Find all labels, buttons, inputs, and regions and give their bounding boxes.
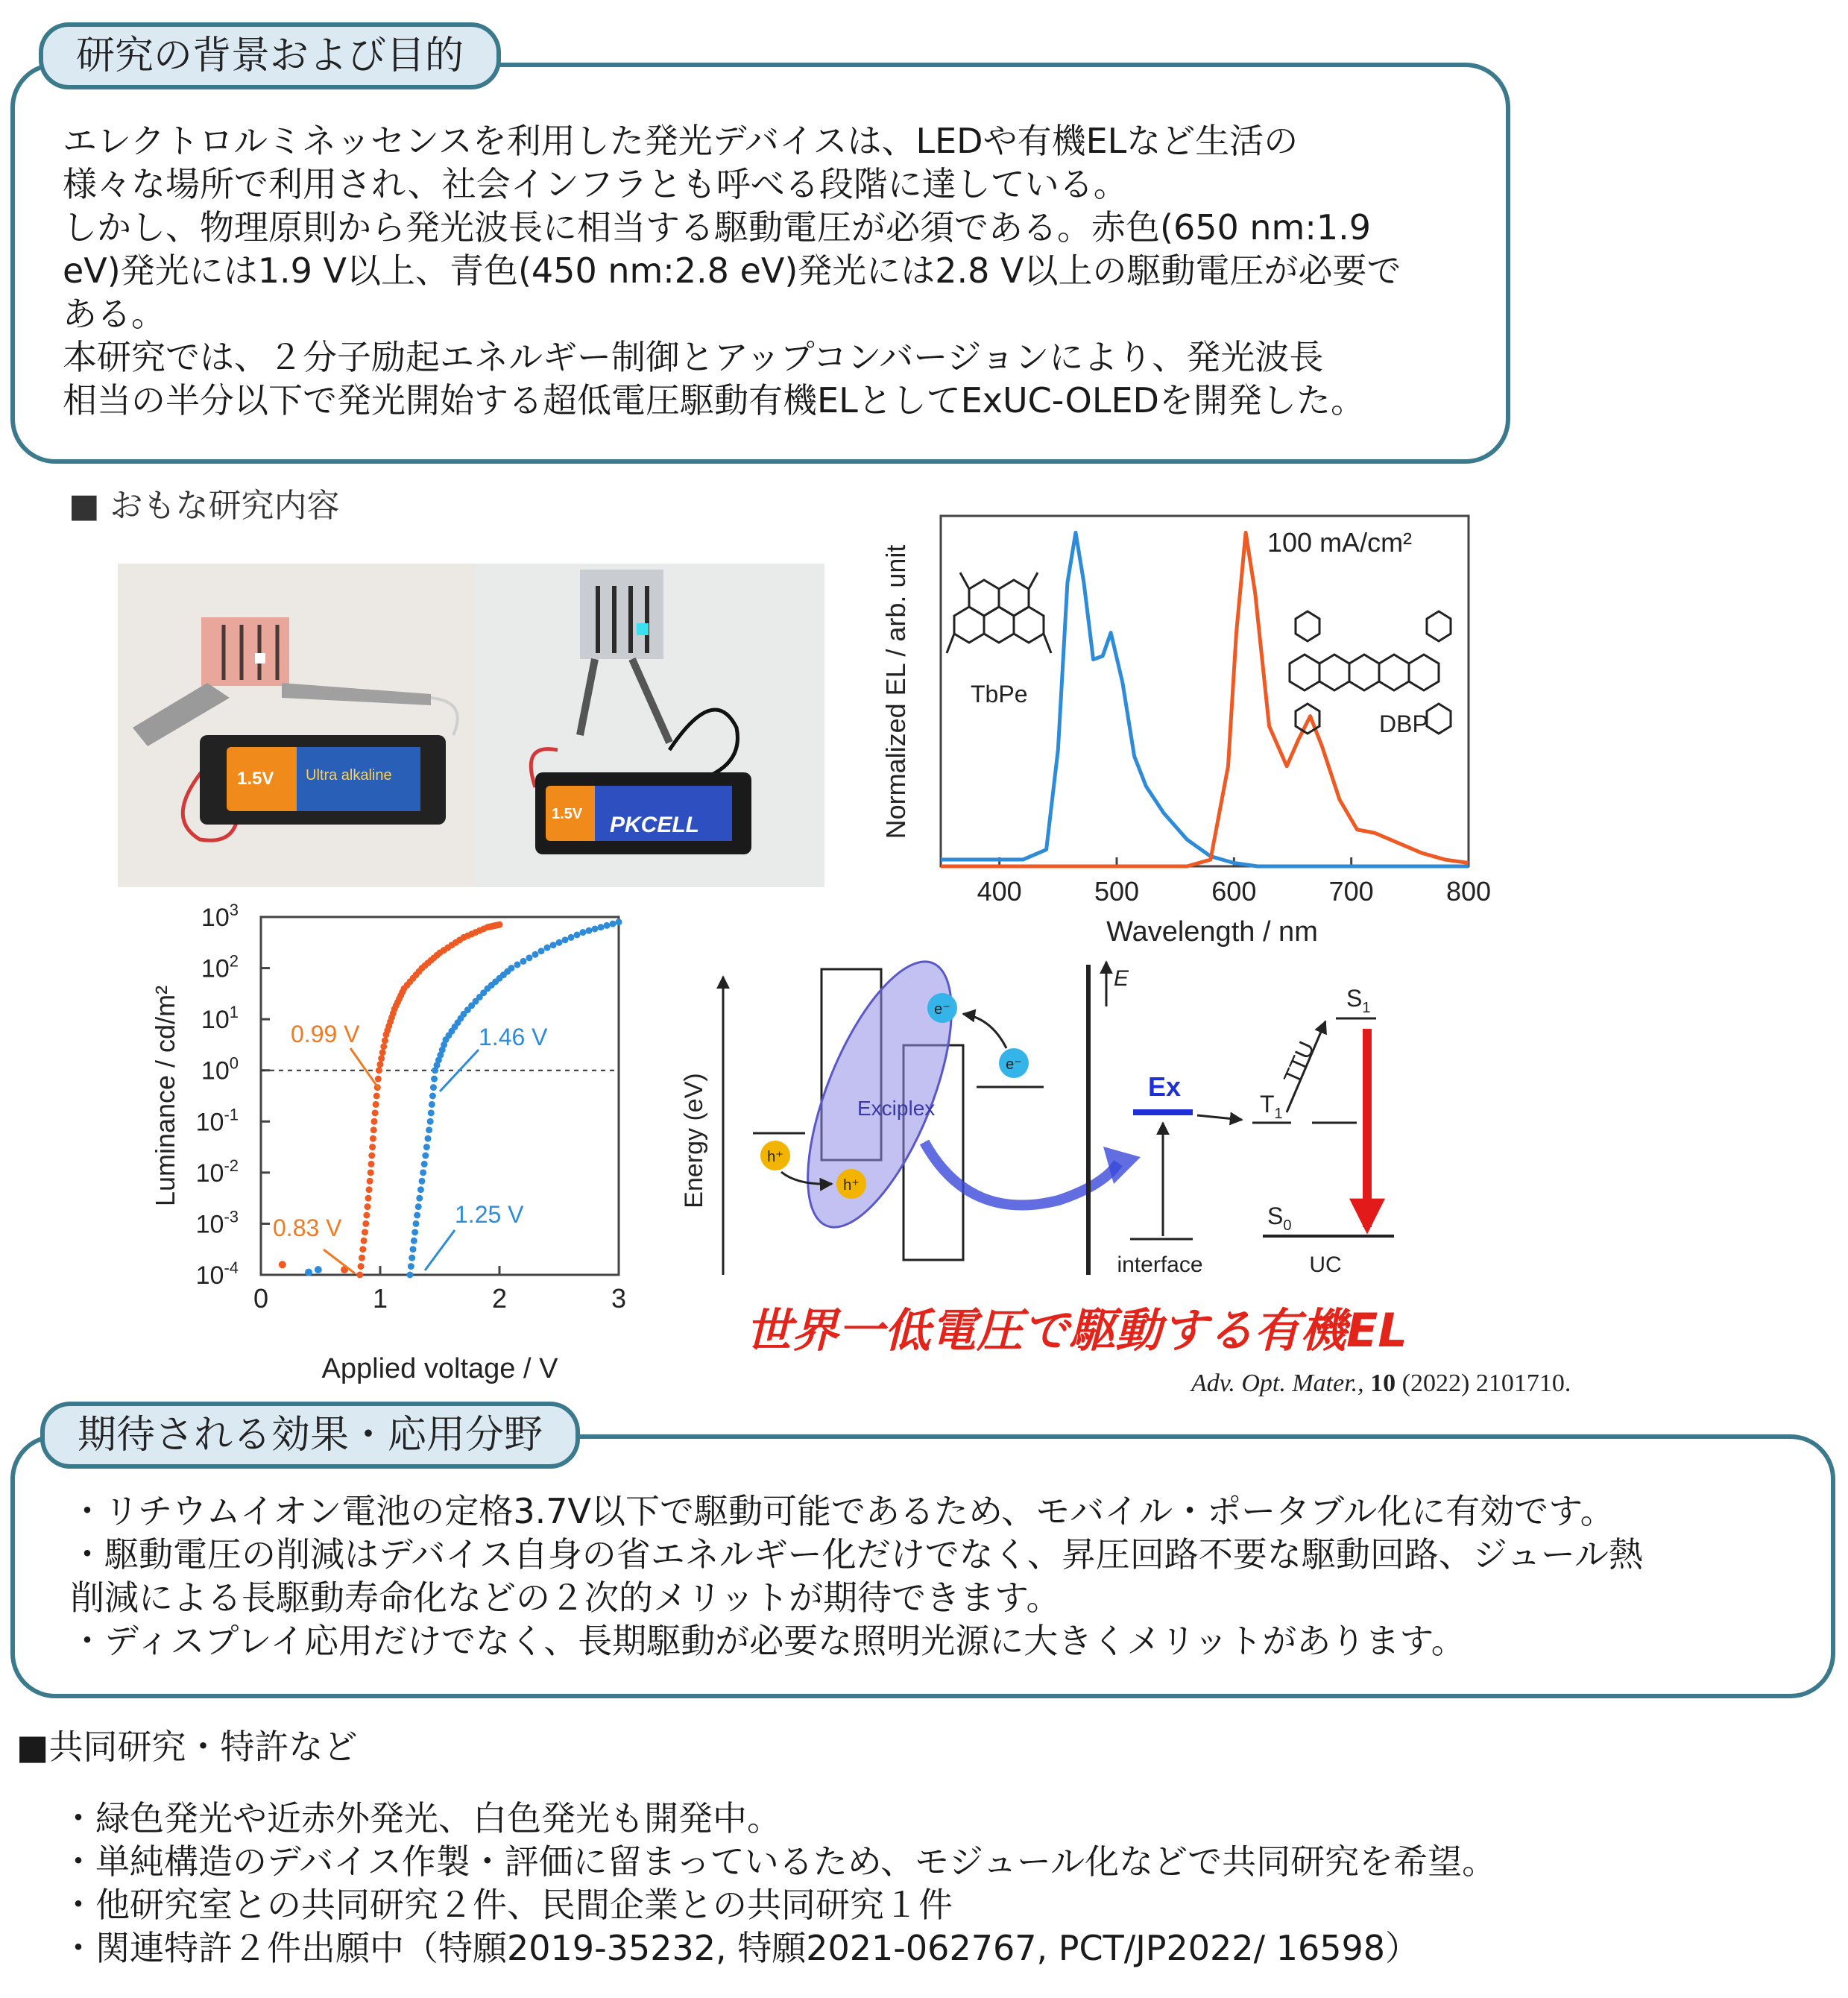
background-line: ある。	[63, 294, 165, 334]
ex-label: Ex	[1148, 1071, 1182, 1102]
research-heading: ■ おもな研究内容	[69, 487, 340, 525]
lum-point	[431, 1076, 438, 1082]
e-axis-label: E	[1114, 966, 1129, 991]
lum-point	[604, 922, 611, 929]
lum-annotation-099: 0.99 V	[291, 1021, 360, 1047]
effects-line: ・ディスプレイ応用だけでなく、長期駆動が必要な照明光源に大きくメリットがあります。	[70, 1621, 1466, 1661]
collab-line: ・関連特許２件出願中（特願2019-35232, 特願2021-062767, PCT/JP2022/ 16598）	[61, 1928, 1420, 1968]
lum-point	[409, 1255, 415, 1261]
effects-line: ・駆動電圧の削減はデバイス自身の省エネルギー化だけでなく、昇圧回路不要な駆動回路、ジュール熱	[70, 1534, 1644, 1575]
lum-point	[377, 1061, 384, 1068]
luminance-chart	[142, 902, 649, 1394]
lum-ylabel: Luminance / cd/m²	[150, 985, 180, 1207]
lum-point	[361, 1238, 368, 1244]
s0-label: $S_0$	[1267, 1203, 1292, 1234]
lum-point	[359, 1246, 366, 1252]
lum-annotation-125: 1.25 V	[455, 1201, 524, 1228]
lum-point	[364, 1203, 370, 1210]
lum-point	[305, 1269, 312, 1276]
lum-point	[415, 1203, 422, 1210]
lum-point	[371, 1118, 378, 1125]
lum-point	[420, 1169, 426, 1176]
lum-point	[410, 1246, 417, 1252]
lum-point	[367, 1178, 373, 1185]
lum-x-tick-label: 2	[491, 1283, 508, 1314]
lum-y-tick-label: $10^{-1}$	[195, 1105, 239, 1137]
lum-point	[379, 1049, 386, 1056]
lum-point	[370, 1126, 377, 1133]
lum-point	[363, 1212, 370, 1219]
lum-y-tick-label: $10^{-4}$	[195, 1258, 239, 1290]
lum-point	[375, 1076, 382, 1082]
electron-label: e⁻	[934, 1001, 950, 1018]
energy-diagram	[656, 947, 1431, 1305]
lum-point	[413, 1220, 420, 1227]
lum-point	[550, 942, 557, 948]
lum-point	[407, 1272, 414, 1279]
lum-y-tick-label: $10^{-3}$	[195, 1207, 239, 1239]
energy-axis-label: Energy (eV)	[680, 1073, 708, 1208]
battery-brand-left: Ultra alkaline	[306, 767, 392, 784]
lum-point	[610, 921, 616, 927]
lum-point	[380, 1043, 387, 1050]
el-x-tick-label: 400	[977, 876, 1022, 907]
citation-rest: (2022) 2101710.	[1401, 1370, 1571, 1397]
lum-point	[425, 1135, 432, 1142]
lum-point	[419, 1178, 426, 1185]
lum-point	[373, 1101, 379, 1108]
lum-y-tick-label: $10^{-2}$	[195, 1156, 239, 1188]
lum-point	[598, 924, 605, 930]
lum-point	[408, 1263, 414, 1270]
lum-point	[417, 1186, 424, 1193]
lum-point	[616, 918, 622, 925]
background-line: エレクトロルミネッセンスを利用した発光デバイスは、LEDや有機ELなど生活の	[63, 121, 1299, 161]
collab-line: ・他研究室との共同研究２件、民間企業との共同研究１件	[61, 1885, 953, 1925]
lum-point	[372, 1109, 379, 1116]
tagline: 世界一低電圧で駆動する有機EL	[745, 1303, 1407, 1358]
lum-point	[592, 926, 599, 933]
lum-point	[574, 932, 581, 939]
lum-point	[430, 1084, 437, 1091]
background-line: eV)発光には1.9 V以上、青色(450 nm:2.8 eV)発光には2.8 V以上の駆動電圧が必要で	[63, 250, 1401, 291]
lum-point	[362, 1229, 368, 1235]
lum-point	[538, 948, 545, 954]
lum-x-tick-label: 0	[253, 1283, 269, 1314]
lum-point	[514, 962, 521, 968]
lum-point	[423, 1144, 430, 1150]
lum-point	[382, 1037, 388, 1044]
interface-label: interface	[1117, 1252, 1203, 1277]
lum-point	[366, 1186, 373, 1193]
lum-point	[378, 1055, 385, 1062]
lum-point	[421, 1161, 428, 1167]
lum-point	[359, 1255, 365, 1261]
lum-annotation-146: 1.46 V	[479, 1024, 548, 1050]
effects-title: 期待される効果・応用分野	[40, 1402, 580, 1469]
collab-line: ・緑色発光や近赤外発光、白色発光も開発中。	[61, 1798, 781, 1838]
battery-brand-right: PKCELL	[610, 813, 699, 837]
background-line: 本研究では、２分子励起エネルギー制御とアップコンバージョンにより、発光波長	[63, 337, 1324, 377]
el-annotation: 100 mA/cm²	[1267, 527, 1413, 558]
el-x-tick-label: 500	[1094, 876, 1140, 907]
lum-point	[370, 1135, 376, 1142]
hole-label: h⁺	[767, 1149, 783, 1165]
device-emission	[637, 623, 649, 635]
el-x-tick-label: 800	[1445, 876, 1492, 907]
lum-point	[368, 1153, 375, 1159]
lum-y-tick-label: $10^0$	[201, 1053, 239, 1085]
device-photo	[118, 564, 824, 887]
exciplex-label: Exciplex	[857, 1097, 936, 1120]
lum-point	[369, 1144, 376, 1150]
lum-point	[496, 921, 503, 928]
t1-label: $T_1$	[1260, 1091, 1283, 1122]
lum-point	[556, 939, 563, 946]
device-substrate-right	[580, 570, 663, 659]
lum-point	[422, 1153, 429, 1159]
lum-point	[416, 1195, 423, 1202]
lum-point	[429, 1101, 435, 1108]
s1-label: $S_1$	[1346, 985, 1371, 1016]
collab-text	[61, 1797, 1496, 1970]
background-title: 研究の背景および目的	[39, 22, 501, 89]
battery-voltage-left: 1.5V	[237, 769, 274, 789]
lum-point	[426, 1126, 432, 1133]
lum-point	[586, 927, 593, 934]
tbpe-label: TbPe	[971, 681, 1028, 708]
lum-xlabel: Applied voltage / V	[321, 1353, 558, 1384]
el-x-tick-label: 700	[1328, 876, 1374, 907]
lum-point	[368, 1161, 375, 1167]
lum-point	[376, 1067, 382, 1074]
lum-point	[368, 1169, 374, 1176]
collab-heading: ■共同研究・特許など	[16, 1727, 358, 1767]
lum-y-tick-label: $10^3$	[201, 902, 239, 932]
lum-point	[362, 1220, 369, 1227]
lum-point	[414, 1212, 420, 1219]
lum-point	[411, 1229, 418, 1235]
lum-point	[356, 1272, 363, 1279]
lum-point	[358, 1263, 365, 1270]
lum-point	[526, 954, 533, 961]
ttu-label: TTU	[1279, 1038, 1320, 1088]
lum-point	[580, 929, 587, 936]
background-line: 様々な場所で利用され、社会インフラとも呼べる段階に達している。	[63, 164, 1128, 204]
lum-point	[508, 965, 515, 971]
uc-label: UC	[1309, 1252, 1342, 1277]
dbp-label: DBP	[1379, 710, 1428, 737]
lum-point	[532, 951, 539, 958]
hole-label: h⁺	[843, 1177, 860, 1194]
lum-x-tick-label: 1	[372, 1283, 388, 1314]
collab-line: ・単純構造のデバイス作製・評価に留まっているため、モジュール化などで共同研究を希望。	[61, 1841, 1497, 1882]
effects-line: ・リチウムイオン電池の定格3.7V以下で駆動可能であるため、モバイル・ポータブル化に有効です。	[70, 1491, 1615, 1531]
lum-point	[428, 1109, 435, 1116]
lum-y-tick-label: $10^2$	[201, 951, 239, 983]
lum-point	[373, 1093, 380, 1100]
el-ylabel: Normalized EL / arb. unit	[880, 544, 911, 839]
citation-volume: 10	[1370, 1370, 1396, 1397]
lum-point	[562, 936, 569, 943]
electron-label: e⁻	[1006, 1056, 1022, 1073]
lum-point	[544, 945, 551, 951]
el-x-tick-label: 600	[1211, 876, 1257, 907]
lum-x-tick-label: 3	[611, 1283, 627, 1314]
citation	[1191, 1367, 1571, 1400]
effects-line: 削減による長駆動寿命化などの２次的メリットが期待できます。	[70, 1578, 1061, 1618]
battery-voltage-right: 1.5V	[552, 806, 583, 822]
background-line: しかし、物理原則から発光波長に相当する駆動電圧が必須である。赤色(650 nm:1.9	[63, 207, 1371, 248]
device-photo-illustration	[118, 564, 824, 887]
lum-y-tick-label: $10^1$	[201, 1003, 239, 1035]
lum-point	[568, 934, 575, 941]
citation-journal: Adv. Opt. Mater.,	[1191, 1370, 1364, 1397]
lum-annotation-083: 0.83 V	[273, 1214, 342, 1241]
lum-point	[315, 1266, 322, 1273]
el-xlabel: Wavelength / nm	[1106, 916, 1318, 948]
lum-point	[520, 958, 527, 965]
background-line: 相当の半分以下で発光開始する超低電圧駆動有機ELとしてExUC-OLEDを開発した。	[63, 380, 1365, 420]
background-text	[63, 119, 1401, 422]
lum-point	[365, 1195, 372, 1202]
lum-point	[427, 1118, 434, 1125]
lum-point	[279, 1261, 286, 1268]
lum-point	[429, 1093, 436, 1100]
lum-point	[411, 1238, 417, 1244]
effects-text	[70, 1490, 1643, 1663]
el-spectrum-chart	[872, 507, 1513, 977]
